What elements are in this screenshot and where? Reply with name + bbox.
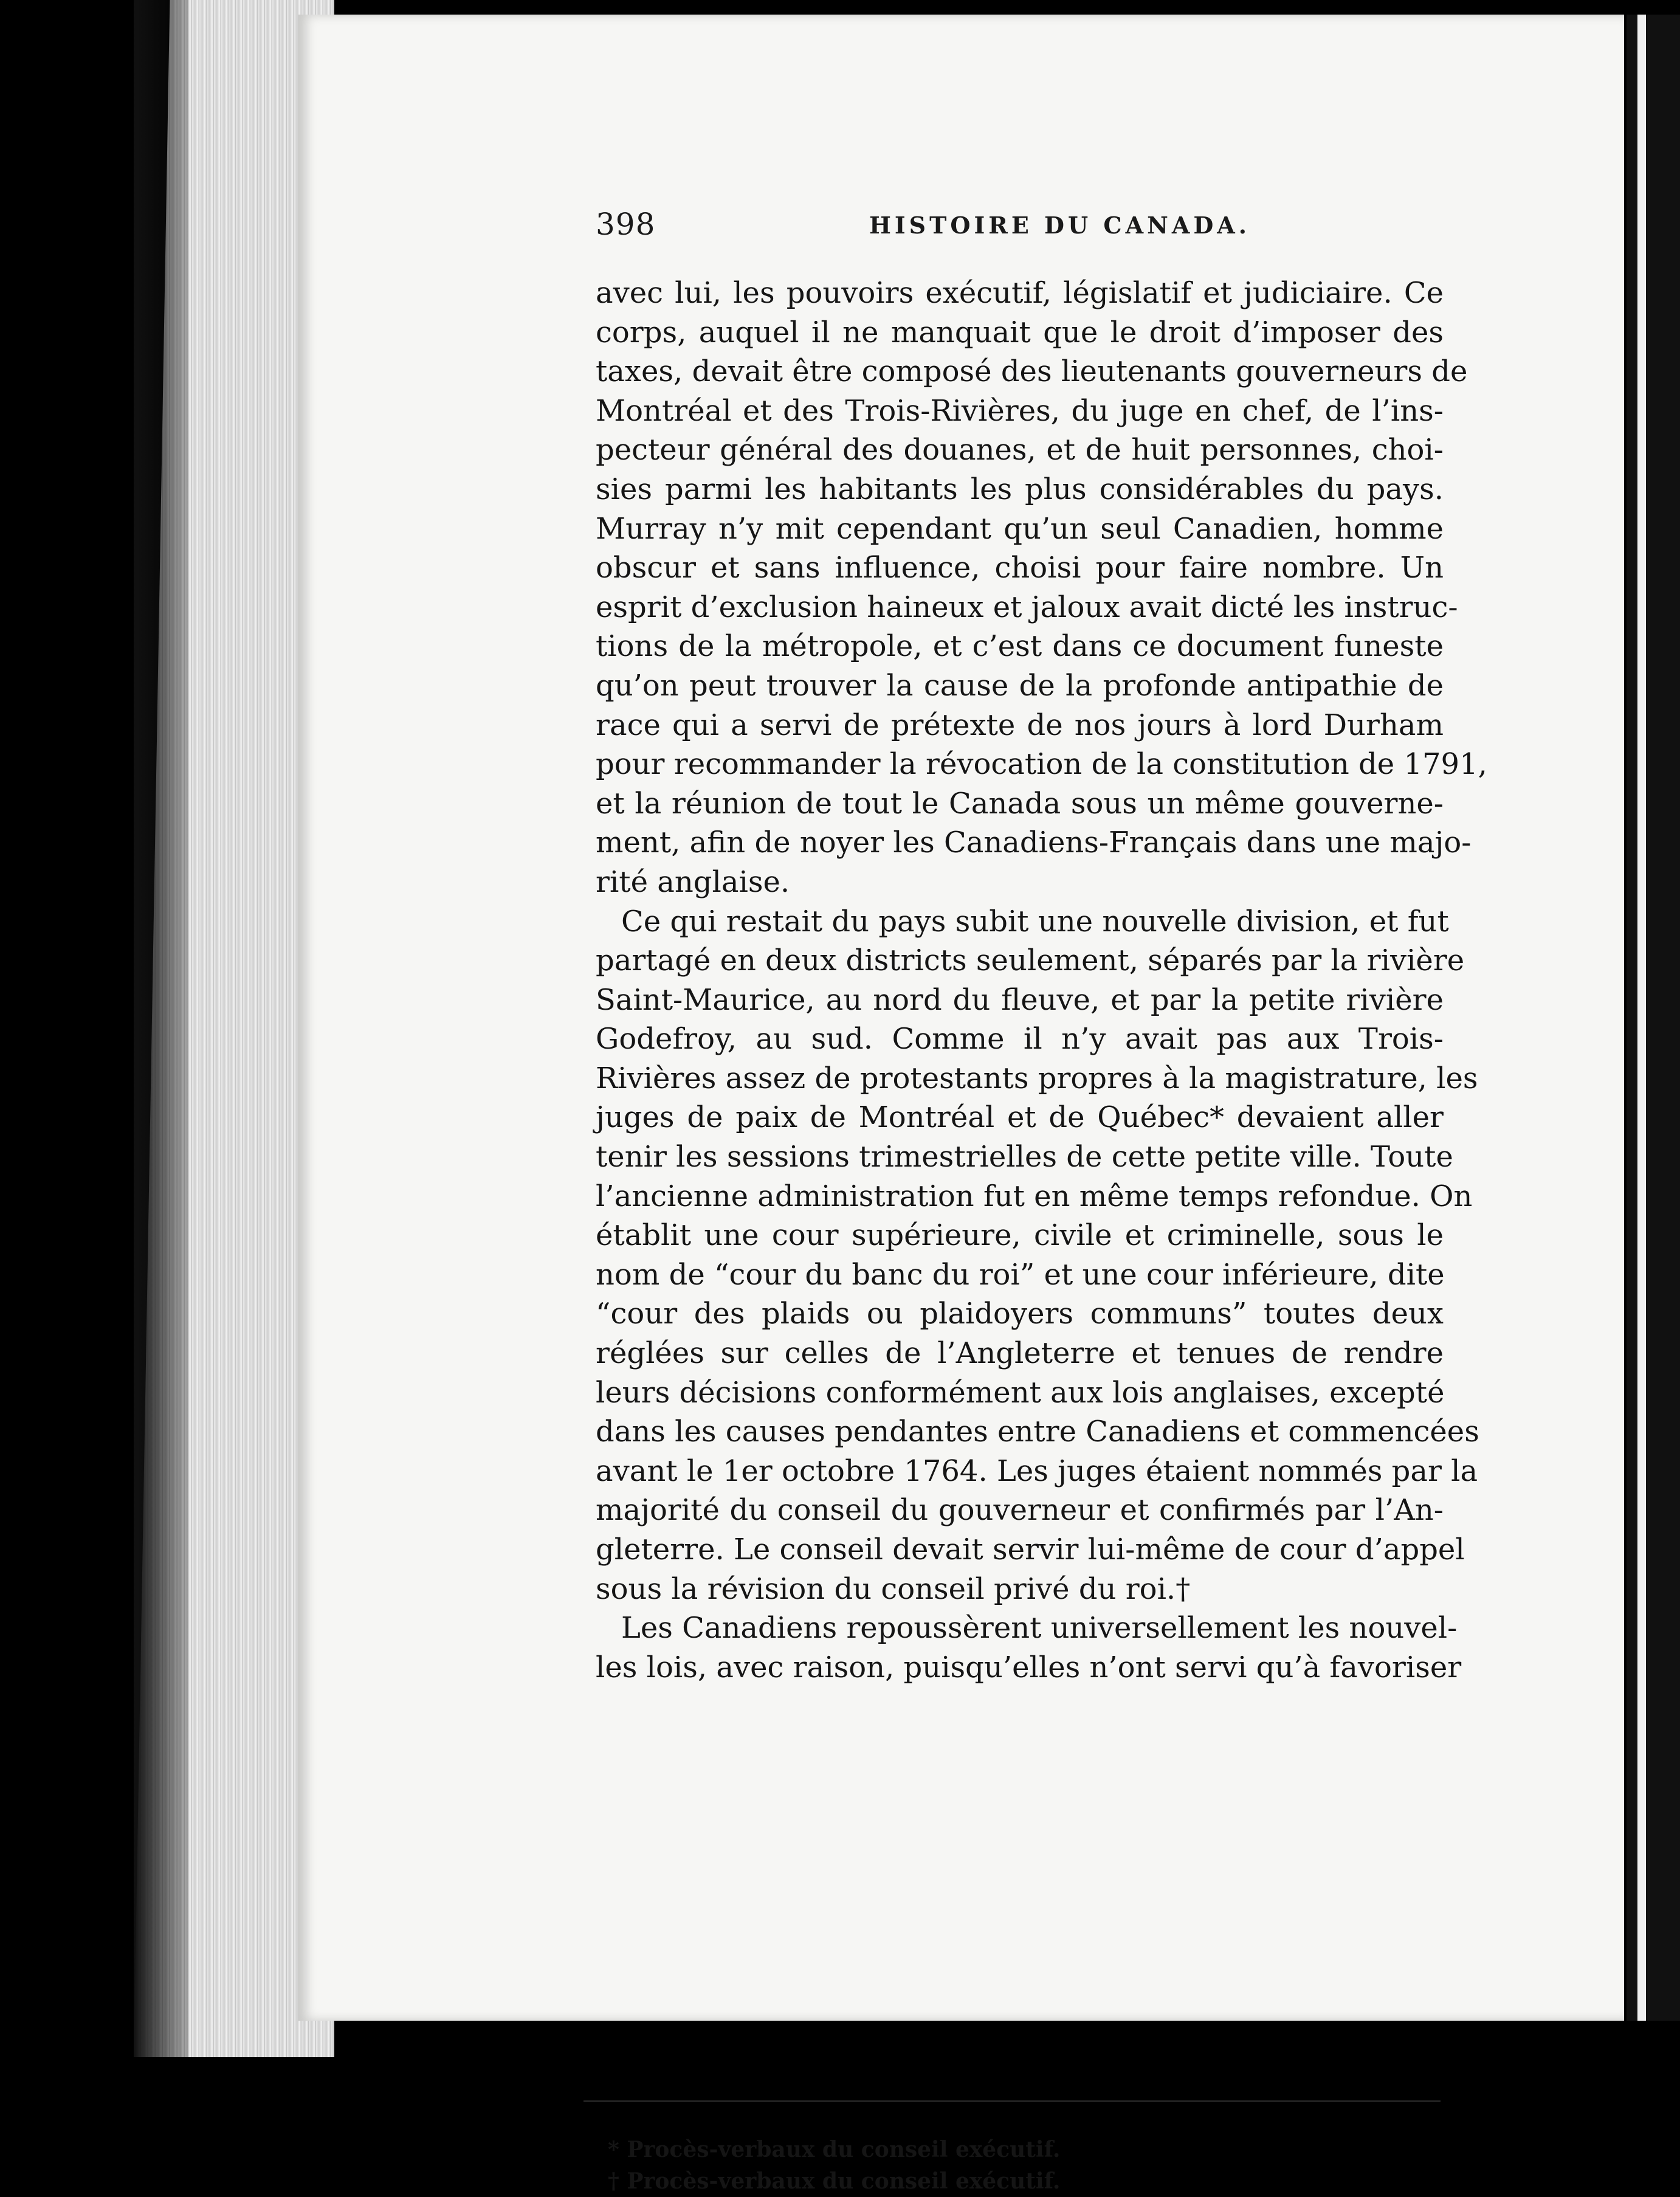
text-line: réglées sur celles de l’Angleterre et tenues de rendre	[596, 1336, 1444, 1371]
text-line: Rivières assez de protestants propres à la magistrature, les	[596, 1061, 1478, 1095]
footnote: * Procès-verbaux du conseil exécutif.	[608, 2137, 1061, 2162]
text-line: Godefroy, au sud. Comme il n’y avait pas aux Trois-	[596, 1022, 1444, 1057]
text-line: Saint-Maurice, au nord du fleuve, et par la petite rivière	[596, 982, 1444, 1017]
text-line: nom de “cour du banc du roi” et une cour inférieure, dite	[596, 1257, 1445, 1292]
footnote-rule	[584, 2100, 1441, 2102]
text-line: dans les causes pendantes entre Canadiens et commencées	[596, 1415, 1479, 1449]
text-line: taxes, devait être composé des lieutenants gouverneurs de	[596, 354, 1468, 389]
text-line: ment, afin de noyer les Canadiens-Français dans une majo-	[596, 826, 1472, 860]
text-line: gleterre. Le conseil devait servir lui-même de cour d’appel	[596, 1533, 1465, 1567]
text-line: Murray n’y mit cependant qu’un seul Canadien, homme	[596, 511, 1444, 546]
text-line: race qui a servi de prétexte de nos jours à lord Durham	[596, 708, 1444, 742]
page-header	[596, 207, 1447, 255]
text-line: établit une cour supérieure, civile et criminelle, sous le	[596, 1218, 1444, 1253]
text-line: sous la révision du conseil privé du roi.†	[596, 1571, 1191, 1606]
text-line: tions de la métropole, et c’est dans ce document funeste	[596, 629, 1444, 664]
text-line: majorité du conseil du gouverneur et confirmés par l’An-	[596, 1493, 1444, 1528]
book-spine-shadow	[134, 0, 188, 2057]
footnotes	[608, 2134, 1398, 2197]
text-line: corps, auquel il ne manquait que le droit d’imposer des	[596, 315, 1444, 350]
text-line: pecteur général des douanes, et de huit personnes, choi-	[596, 433, 1444, 467]
text-line: Montréal et des Trois-Rivières, du juge en chef, de l’ins-	[596, 393, 1444, 428]
body-text	[596, 274, 1487, 1687]
text-line: et la réunion de tout le Canada sous un même gouverne-	[596, 786, 1444, 821]
text-line: avant le 1er octobre 1764. Les juges étaient nommés par la	[596, 1454, 1478, 1488]
text-line: Les Canadiens repoussèrent universellement les nouvel-	[621, 1611, 1458, 1646]
text-line: Ce qui restait du pays subit une nouvelle division, et fut	[621, 904, 1449, 939]
text-line: rité anglaise.	[596, 864, 790, 899]
text-line: avec lui, les pouvoirs exécutif, législatif et judiciaire. Ce	[596, 276, 1444, 310]
text-line: l’ancienne administration fut en même temps refondue. On	[596, 1179, 1473, 1213]
text-line: tenir les sessions trimestrielles de cette petite ville. Toute	[596, 1140, 1453, 1174]
footnote: † Procès-verbaux du conseil exécutif.	[608, 2168, 1061, 2194]
text-line: sies parmi les habitants les plus considérables du pays.	[596, 472, 1444, 506]
text-line: esprit d’exclusion haineux et jaloux avait dicté les instruc-	[596, 590, 1458, 624]
text-line: partagé en deux districts seulement, séparés par la rivière	[596, 943, 1465, 978]
facing-page-edge	[1627, 15, 1680, 2021]
text-line: juges de paix de Montréal et de Québec* devaient aller	[596, 1100, 1444, 1135]
text-line: les lois, avec raison, puisqu’elles n’ont servi qu’à favoriser	[596, 1650, 1462, 1685]
text-line: qu’on peut trouver la cause de la profonde antipathie de	[596, 668, 1444, 703]
text-line: “cour des plaids ou plaidoyers communs” toutes deux	[596, 1297, 1444, 1331]
text-line: obscur et sans influence, choisi pour faire nombre. Un	[596, 551, 1444, 585]
text-line: leurs décisions conformément aux lois anglaises, excepté	[596, 1375, 1445, 1410]
running-head: HISTOIRE DU CANADA.	[869, 212, 1250, 239]
text-line: pour recommander la révocation de la constitution de 1791,	[596, 747, 1487, 782]
page-number: 398	[596, 207, 656, 242]
